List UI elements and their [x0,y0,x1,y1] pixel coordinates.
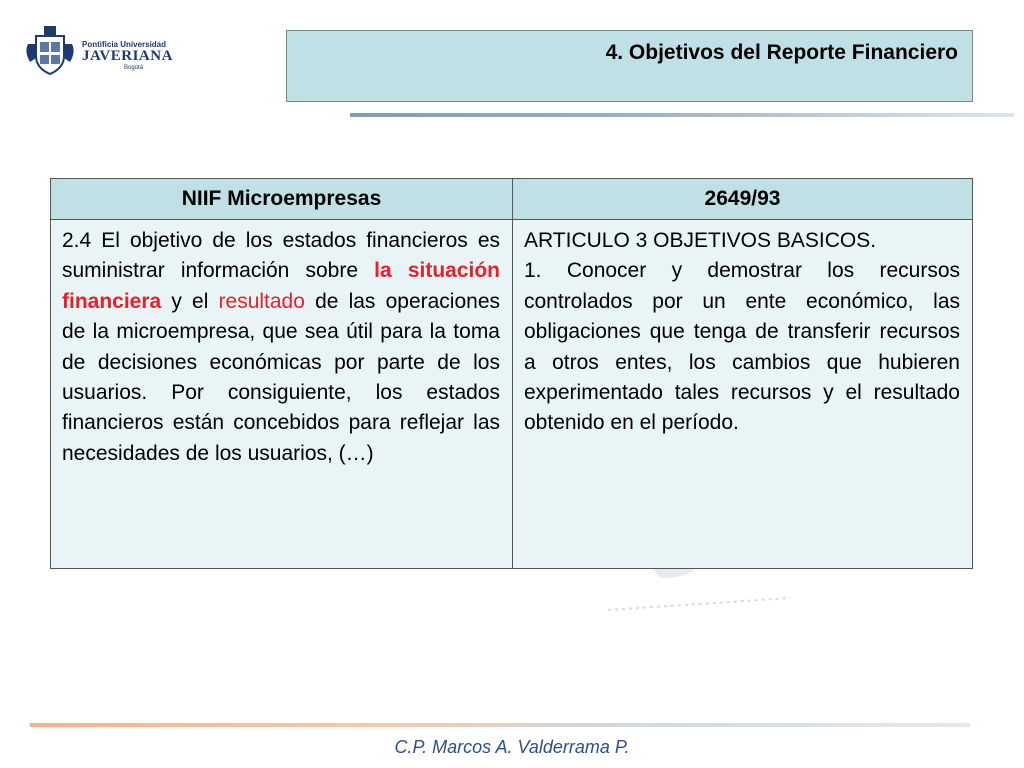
niif-text-part2: y el [161,289,219,313]
articulo-body: 1. Conocer y demostrar los recursos controlados por un ente económico, las obligaciones que tenga de transferir recursos a otros entes, los cambios que hubieren experimentado tales recursos y el resultado obtenido en el período. [524,259,960,435]
title-divider [350,113,1014,117]
page-title: 4. Objetivos del Reporte Financiero [605,41,958,64]
table-header-row [51,179,973,220]
title-banner [286,30,973,102]
logo-text-bogota: Bogotá [124,65,144,71]
footer-author: C.P. Marcos A. Valderrama P. [394,737,630,757]
articulo-heading: ARTICULO 3 OBJETIVOS BASICOS. [524,229,877,252]
highlight-situacion-financiera: la situación financiera [62,259,501,313]
niif-text-part3: de las operaciones de la microempresa, que sea útil para la toma de decisiones económicas por parte de los usuarios. Por consiguiente, los estados financieros están concebidos para reflejar las necesidades de los usuarios, (…) [62,289,500,465]
comparison-table [50,178,973,569]
cell-2649-objective [513,220,973,569]
table-row [51,220,973,569]
footer-divider [30,723,970,727]
university-logo [22,22,182,78]
logo-text-javeriana: JAVERIANA [82,48,173,64]
header-2649: 2649/93 [513,179,973,220]
logo-text-pontificia: Pontificia Universidad [82,40,167,49]
header-niif: NIIF Microempresas [51,179,513,220]
niif-text-part1: 2.4 El objetivo de los estados financieros es suministrar información sobre [62,229,500,283]
highlight-resultado: resultado [218,289,305,313]
cell-niif-objective [51,220,513,569]
crest-icon [22,22,78,78]
